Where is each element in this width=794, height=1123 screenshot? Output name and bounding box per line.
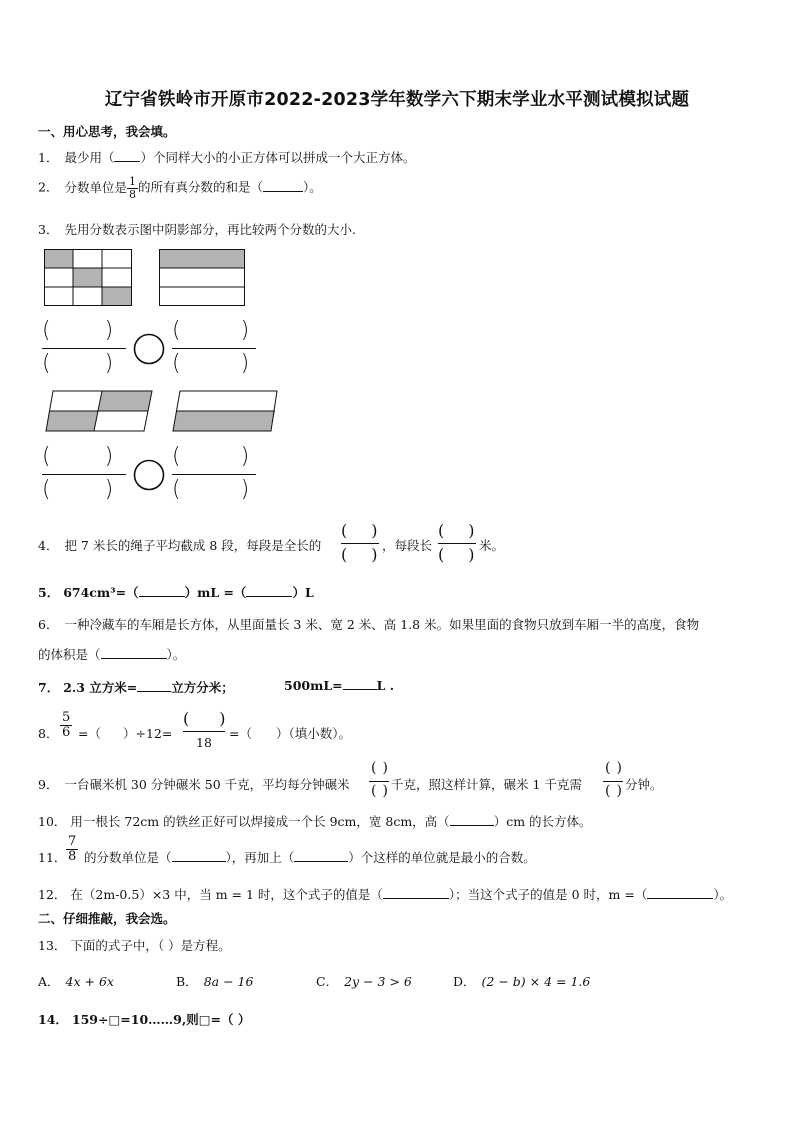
fraction-bar — [42, 474, 126, 475]
question-10: 10． 用一根长 72cm 的铁丝正好可以焊接成一个长 9cm，宽 8cm，高（ ）cm 的长方体。 — [38, 814, 592, 829]
answer-denominator-paren[interactable]: ( ) — [172, 351, 250, 376]
question-9-text: 分钟。 — [625, 777, 663, 792]
answer-blank[interactable] — [647, 898, 713, 899]
option-d[interactable]: D． (2 − b) × 4 = 1.6 — [453, 974, 591, 989]
answer-blank[interactable] — [343, 689, 377, 690]
answer-fraction-paren[interactable]: ( ) — [371, 760, 388, 776]
fraction-bar — [172, 348, 256, 349]
answer-blank[interactable] — [139, 596, 185, 597]
question-5: 5． 674cm³=（ ）mL =（ ）L — [38, 585, 314, 600]
parallelogram-four-part-figure — [45, 390, 155, 434]
three-row-figure — [159, 249, 246, 307]
answer-denominator-paren[interactable]: ( ) — [172, 477, 250, 502]
option-a[interactable]: A． 4x + 6x — [38, 974, 114, 989]
answer-blank[interactable] — [263, 191, 303, 192]
fraction-bar — [341, 543, 379, 544]
option-c[interactable]: C． 2y − 3 > 6 — [316, 974, 412, 989]
answer-fraction-paren[interactable]: ( ) — [438, 545, 475, 564]
answer-blank[interactable] — [450, 825, 494, 826]
grid-3x3-figure — [44, 249, 132, 307]
fraction-bar — [172, 474, 256, 475]
question-9-text: 千克，照这样计算，碾米 1 千克需 — [391, 777, 582, 792]
answer-blank[interactable] — [101, 658, 167, 659]
compare-circle[interactable] — [133, 333, 165, 365]
question-7-part2: 500mL= L . — [284, 678, 395, 693]
fraction-bar — [42, 348, 126, 349]
question-6: 6． 一种冷藏车的车厢是长方体，从里面量长 3 米、宽 2 米、高 1.8 米。如果里面的食物只放到车厢一半的高度，食物 — [38, 617, 700, 632]
question-1: 1． 最少用（ ）个同样大小的小正方体可以拼成一个大正方体。 — [38, 150, 416, 165]
answer-fraction-paren[interactable]: ( ) — [341, 521, 378, 540]
answer-numerator-paren[interactable]: ( ) — [183, 709, 226, 728]
question-3: 3． 先用分数表示图中阴影部分，再比较两个分数的大小. — [38, 222, 356, 237]
question-4-text: 米。 — [479, 538, 505, 553]
option-b[interactable]: B． 8a − 16 — [176, 974, 254, 989]
answer-blank[interactable] — [114, 161, 140, 162]
question-6-line2: 的体积是（ ）。 — [38, 647, 186, 662]
denominator-18: 18 — [196, 735, 212, 750]
question-8-number: 8． — [38, 726, 59, 741]
fraction-7-8: $\frac{7}{8}$ — [68, 834, 77, 864]
fraction-1-8: $\frac{1}{8}$ — [128, 175, 136, 201]
answer-fraction-paren[interactable]: ( ) — [605, 783, 622, 799]
section-heading-fill: 一、用心思考，我会填。 — [38, 124, 176, 139]
answer-blank[interactable] — [383, 898, 449, 899]
answer-fraction-paren[interactable]: ( ) — [341, 545, 378, 564]
answer-blank[interactable] — [294, 861, 348, 862]
question-9: 9． 一台碾米机 30 分钟碾米 50 千克，平均每分钟碾米 — [38, 777, 350, 792]
section-heading-choose: 二、仔细推敲，我会选。 — [38, 911, 176, 926]
answer-numerator-paren[interactable]: ( ) — [172, 444, 250, 469]
question-4: 4． 把 7 米长的绳子平均截成 8 段，每段是全长的 — [38, 538, 322, 553]
fraction-bar — [369, 781, 389, 782]
question-2: 2． 分数单位是 $\frac{1}{8}$ 的所有真分数的和是（ ）。 — [38, 175, 322, 201]
fraction-5-6: $\frac{5}{6}$ — [62, 710, 71, 740]
question-4-text: ，每段长 — [382, 538, 433, 553]
answer-fraction-paren[interactable]: ( ) — [371, 783, 388, 799]
answer-denominator-paren[interactable]: ( ) — [42, 351, 114, 376]
answer-denominator-paren[interactable]: ( ) — [42, 477, 114, 502]
answer-numerator-paren[interactable]: ( ) — [42, 318, 114, 343]
fraction-bar — [183, 731, 225, 732]
answer-blank[interactable] — [172, 861, 226, 862]
answer-blank[interactable] — [246, 596, 292, 597]
question-11-text: 的分数单位是（ ），再加上（ ）个这样的单位就是最小的合数。 — [84, 850, 536, 865]
question-12: 12． 在（2m-0.5）×3 中，当 m = 1 时，这个式子的值是（ ）；当这个式子的值是 0 时，m =（ ）。 — [38, 887, 733, 902]
question-14: 14． 159÷□=10……9,则□=（ ） — [38, 1012, 251, 1027]
answer-numerator-paren[interactable]: ( ) — [172, 318, 250, 343]
question-7: 7． 2.3 立方米= 立方分米； — [38, 680, 234, 695]
answer-fraction-paren[interactable]: ( ) — [605, 760, 622, 776]
question-8-text: =（ ）÷12= — [78, 726, 173, 741]
compare-circle[interactable] — [133, 459, 165, 491]
fraction-bar — [603, 781, 623, 782]
answer-fraction-paren[interactable]: ( ) — [438, 521, 475, 540]
question-8-tail: =（ ）（填小数）。 — [229, 726, 351, 741]
page-title: 辽宁省铁岭市开原市2022-2023学年数学六下期末学业水平测试模拟试题 — [104, 90, 690, 110]
answer-blank[interactable] — [137, 691, 171, 692]
fraction-bar — [438, 543, 476, 544]
parallelogram-two-part-figure — [172, 390, 278, 434]
question-13: 13． 下面的式子中，（ ）是方程。 — [38, 938, 231, 953]
answer-numerator-paren[interactable]: ( ) — [42, 444, 114, 469]
question-11-number: 11． — [38, 850, 67, 865]
